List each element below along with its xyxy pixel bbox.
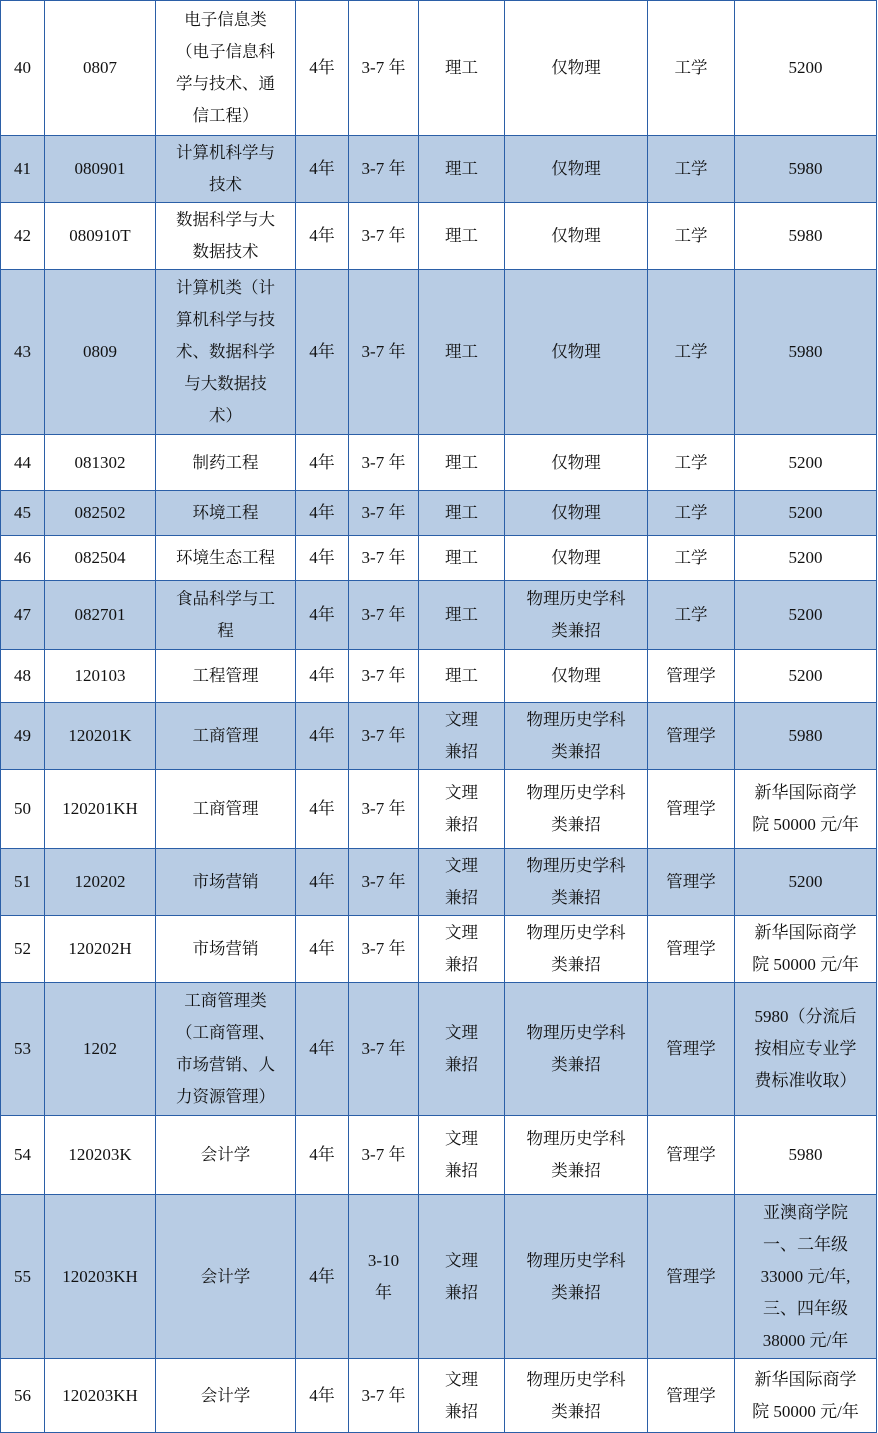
tuition: 5200 bbox=[735, 491, 877, 536]
row-index: 56 bbox=[1, 1359, 45, 1433]
major-code: 082701 bbox=[45, 581, 156, 650]
row-index: 52 bbox=[1, 916, 45, 983]
category: 文理 兼招 bbox=[419, 983, 505, 1116]
duration: 4年 bbox=[296, 270, 349, 435]
study-years: 3-7 年 bbox=[349, 435, 419, 491]
degree-type: 管理学 bbox=[648, 849, 735, 916]
category: 理工 bbox=[419, 536, 505, 581]
major-code: 120202 bbox=[45, 849, 156, 916]
row-index: 46 bbox=[1, 536, 45, 581]
duration: 4年 bbox=[296, 435, 349, 491]
degree-type: 工学 bbox=[648, 203, 735, 270]
major-code: 081302 bbox=[45, 435, 156, 491]
study-years: 3-7 年 bbox=[349, 136, 419, 203]
category: 文理 兼招 bbox=[419, 1116, 505, 1195]
duration: 4年 bbox=[296, 581, 349, 650]
major-code: 0809 bbox=[45, 270, 156, 435]
table-row bbox=[1, 916, 877, 983]
tuition: 5200 bbox=[735, 536, 877, 581]
table-row bbox=[1, 581, 877, 650]
duration: 4年 bbox=[296, 703, 349, 770]
tuition: 5980（分流后 按相应专业学 费标准收取） bbox=[735, 983, 877, 1116]
duration: 4年 bbox=[296, 536, 349, 581]
major-name: 会计学 bbox=[156, 1195, 296, 1359]
row-index: 54 bbox=[1, 1116, 45, 1195]
major-code: 120203KH bbox=[45, 1359, 156, 1433]
study-years: 3-7 年 bbox=[349, 491, 419, 536]
subject-requirement: 仅物理 bbox=[505, 136, 648, 203]
row-index: 50 bbox=[1, 770, 45, 849]
degree-type: 管理学 bbox=[648, 1116, 735, 1195]
duration: 4年 bbox=[296, 1195, 349, 1359]
major-name: 计算机科学与 技术 bbox=[156, 136, 296, 203]
table-row bbox=[1, 203, 877, 270]
subject-requirement: 仅物理 bbox=[505, 203, 648, 270]
category: 文理 兼招 bbox=[419, 770, 505, 849]
duration: 4年 bbox=[296, 203, 349, 270]
table-row bbox=[1, 536, 877, 581]
study-years: 3-7 年 bbox=[349, 983, 419, 1116]
tuition: 5980 bbox=[735, 270, 877, 435]
major-name: 计算机类（计 算机科学与技 术、数据科学 与大数据技 术） bbox=[156, 270, 296, 435]
subject-requirement: 物理历史学科 类兼招 bbox=[505, 581, 648, 650]
table-row bbox=[1, 1195, 877, 1359]
duration: 4年 bbox=[296, 136, 349, 203]
major-code: 120202H bbox=[45, 916, 156, 983]
major-name: 工程管理 bbox=[156, 650, 296, 703]
study-years: 3-7 年 bbox=[349, 770, 419, 849]
study-years: 3-7 年 bbox=[349, 916, 419, 983]
tuition: 新华国际商学 院 50000 元/年 bbox=[735, 1359, 877, 1433]
subject-requirement: 仅物理 bbox=[505, 491, 648, 536]
table-row bbox=[1, 136, 877, 203]
study-years: 3-7 年 bbox=[349, 270, 419, 435]
major-code: 120203K bbox=[45, 1116, 156, 1195]
duration: 4年 bbox=[296, 1359, 349, 1433]
tuition: 新华国际商学 院 50000 元/年 bbox=[735, 916, 877, 983]
subject-requirement: 物理历史学科 类兼招 bbox=[505, 983, 648, 1116]
category: 文理 兼招 bbox=[419, 1195, 505, 1359]
table-row bbox=[1, 703, 877, 770]
major-name: 环境工程 bbox=[156, 491, 296, 536]
table-row bbox=[1, 435, 877, 491]
major-code: 080910T bbox=[45, 203, 156, 270]
row-index: 42 bbox=[1, 203, 45, 270]
degree-type: 管理学 bbox=[648, 1195, 735, 1359]
table-row bbox=[1, 270, 877, 435]
duration: 4年 bbox=[296, 491, 349, 536]
major-name: 工商管理类 （工商管理、 市场营销、人 力资源管理） bbox=[156, 983, 296, 1116]
degree-type: 管理学 bbox=[648, 703, 735, 770]
subject-requirement: 物理历史学科 类兼招 bbox=[505, 770, 648, 849]
category: 文理 兼招 bbox=[419, 849, 505, 916]
table-row bbox=[1, 849, 877, 916]
study-years: 3-7 年 bbox=[349, 203, 419, 270]
tuition: 5200 bbox=[735, 435, 877, 491]
subject-requirement: 物理历史学科 类兼招 bbox=[505, 703, 648, 770]
table-row bbox=[1, 1359, 877, 1433]
category: 文理 兼招 bbox=[419, 703, 505, 770]
degree-type: 工学 bbox=[648, 435, 735, 491]
duration: 4年 bbox=[296, 849, 349, 916]
table-row bbox=[1, 1, 877, 136]
subject-requirement: 物理历史学科 类兼招 bbox=[505, 1359, 648, 1433]
tuition: 5200 bbox=[735, 581, 877, 650]
duration: 4年 bbox=[296, 916, 349, 983]
degree-type: 工学 bbox=[648, 270, 735, 435]
degree-type: 管理学 bbox=[648, 770, 735, 849]
major-name: 制药工程 bbox=[156, 435, 296, 491]
tuition: 5980 bbox=[735, 703, 877, 770]
degree-type: 管理学 bbox=[648, 1359, 735, 1433]
category: 理工 bbox=[419, 136, 505, 203]
major-name: 会计学 bbox=[156, 1359, 296, 1433]
table-row bbox=[1, 491, 877, 536]
major-code: 120201KH bbox=[45, 770, 156, 849]
row-index: 48 bbox=[1, 650, 45, 703]
tuition: 5980 bbox=[735, 136, 877, 203]
major-code: 120203KH bbox=[45, 1195, 156, 1359]
study-years: 3-7 年 bbox=[349, 536, 419, 581]
major-name: 数据科学与大 数据技术 bbox=[156, 203, 296, 270]
category: 理工 bbox=[419, 435, 505, 491]
major-name: 工商管理 bbox=[156, 770, 296, 849]
subject-requirement: 仅物理 bbox=[505, 270, 648, 435]
table-row bbox=[1, 770, 877, 849]
major-code: 0807 bbox=[45, 1, 156, 136]
category: 文理 兼招 bbox=[419, 1359, 505, 1433]
category: 理工 bbox=[419, 650, 505, 703]
major-name: 环境生态工程 bbox=[156, 536, 296, 581]
study-years: 3-7 年 bbox=[349, 1359, 419, 1433]
major-name: 会计学 bbox=[156, 1116, 296, 1195]
major-name: 电子信息类 （电子信息科 学与技术、通 信工程） bbox=[156, 1, 296, 136]
duration: 4年 bbox=[296, 983, 349, 1116]
category: 理工 bbox=[419, 491, 505, 536]
subject-requirement: 仅物理 bbox=[505, 1, 648, 136]
major-code: 082502 bbox=[45, 491, 156, 536]
category: 文理 兼招 bbox=[419, 916, 505, 983]
subject-requirement: 仅物理 bbox=[505, 650, 648, 703]
duration: 4年 bbox=[296, 1116, 349, 1195]
degree-type: 工学 bbox=[648, 491, 735, 536]
study-years: 3-7 年 bbox=[349, 1, 419, 136]
category: 理工 bbox=[419, 1, 505, 136]
study-years: 3-7 年 bbox=[349, 703, 419, 770]
tuition: 5200 bbox=[735, 849, 877, 916]
row-index: 47 bbox=[1, 581, 45, 650]
table-row bbox=[1, 650, 877, 703]
tuition: 5980 bbox=[735, 1116, 877, 1195]
degree-type: 管理学 bbox=[648, 916, 735, 983]
row-index: 41 bbox=[1, 136, 45, 203]
row-index: 44 bbox=[1, 435, 45, 491]
row-index: 53 bbox=[1, 983, 45, 1116]
subject-requirement: 物理历史学科 类兼招 bbox=[505, 849, 648, 916]
row-index: 40 bbox=[1, 1, 45, 136]
study-years: 3-7 年 bbox=[349, 650, 419, 703]
study-years: 3-7 年 bbox=[349, 1116, 419, 1195]
degree-type: 管理学 bbox=[648, 650, 735, 703]
degree-type: 工学 bbox=[648, 536, 735, 581]
major-name: 工商管理 bbox=[156, 703, 296, 770]
subject-requirement: 物理历史学科 类兼招 bbox=[505, 916, 648, 983]
major-code: 120201K bbox=[45, 703, 156, 770]
tuition: 5200 bbox=[735, 650, 877, 703]
subject-requirement: 物理历史学科 类兼招 bbox=[505, 1116, 648, 1195]
degree-type: 管理学 bbox=[648, 983, 735, 1116]
duration: 4年 bbox=[296, 650, 349, 703]
degree-type: 工学 bbox=[648, 136, 735, 203]
study-years: 3-7 年 bbox=[349, 849, 419, 916]
major-name: 食品科学与工 程 bbox=[156, 581, 296, 650]
tuition: 5980 bbox=[735, 203, 877, 270]
tuition: 新华国际商学 院 50000 元/年 bbox=[735, 770, 877, 849]
category: 理工 bbox=[419, 203, 505, 270]
category: 理工 bbox=[419, 270, 505, 435]
major-code: 082504 bbox=[45, 536, 156, 581]
row-index: 45 bbox=[1, 491, 45, 536]
subject-requirement: 仅物理 bbox=[505, 536, 648, 581]
table-row bbox=[1, 983, 877, 1116]
duration: 4年 bbox=[296, 1, 349, 136]
row-index: 43 bbox=[1, 270, 45, 435]
duration: 4年 bbox=[296, 770, 349, 849]
study-years: 3-10 年 bbox=[349, 1195, 419, 1359]
row-index: 51 bbox=[1, 849, 45, 916]
tuition: 亚澳商学院 一、二年级 33000 元/年, 三、四年级 38000 元/年 bbox=[735, 1195, 877, 1359]
degree-type: 工学 bbox=[648, 581, 735, 650]
major-code: 120103 bbox=[45, 650, 156, 703]
major-name: 市场营销 bbox=[156, 849, 296, 916]
subject-requirement: 仅物理 bbox=[505, 435, 648, 491]
row-index: 55 bbox=[1, 1195, 45, 1359]
degree-type: 工学 bbox=[648, 1, 735, 136]
major-code: 080901 bbox=[45, 136, 156, 203]
tuition: 5200 bbox=[735, 1, 877, 136]
table-row bbox=[1, 1116, 877, 1195]
category: 理工 bbox=[419, 581, 505, 650]
major-name: 市场营销 bbox=[156, 916, 296, 983]
study-years: 3-7 年 bbox=[349, 581, 419, 650]
major-code: 1202 bbox=[45, 983, 156, 1116]
subject-requirement: 物理历史学科 类兼招 bbox=[505, 1195, 648, 1359]
row-index: 49 bbox=[1, 703, 45, 770]
table-body bbox=[1, 1, 877, 1433]
